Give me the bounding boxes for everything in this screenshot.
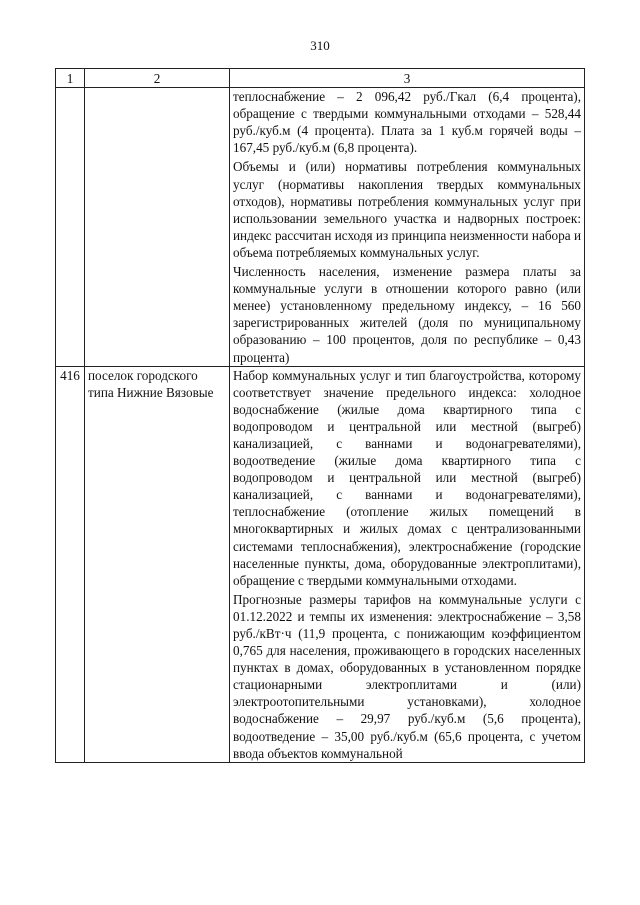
table-row — [56, 88, 585, 367]
tariff-table — [55, 68, 585, 763]
description-paragraph: Прогнозные размеры тарифов на коммунальные услуги с 01.12.2022 и темпы их изменения: электроснабжение – 3,58 руб./кВт·ч (11,9 процента, с понижающим коэффициентом 0,765 для населения, проживающего в городских населенных пунктах в домах, оборудованных в установленном порядке стационарными электроплитами и (или) электроотопительными установками), холодное водоснабжение – 29,97 руб./куб.м (5,6 процента), водоотведение – 35,00 руб./куб.м (65,6 процента, с учетом ввода объектов коммунальной — [233, 591, 581, 761]
description-paragraph: Набор коммунальных услуг и тип благоустройства, которому соответствует значение предельного индекса: холодное водоснабжение (жилые дома квартирного типа с водопроводом и центральной или местной (выгреб) канализацией, с ваннами и водонагревателями), водоотведение (жилые дома квартирного типа с водопроводом и центральной или местной (выгреб) канализацией, с ваннами и водонагревателями), теплоснабжение (отопление жилых помещений в многоквартирных и жилых домах с централизованными системами теплоснабжения), электроснабжение (городские населенные пункты, дома, оборудованные электроплитами), обращение с твердыми коммунальными отходами. — [233, 367, 581, 588]
page-number: 310 — [310, 38, 330, 53]
row-description — [230, 88, 585, 367]
table-header-row — [56, 69, 585, 88]
row-number — [56, 88, 85, 367]
header-col-1: 1 — [56, 69, 85, 88]
description-paragraph: теплоснабжение – 2 096,42 руб./Гкал (6,4 процента), обращение с твердыми коммунальными отходами – 528,44 руб./куб.м (4 процента). Плата за 1 куб.м горячей воды – 167,45 руб./куб.м (6,8 процента). — [233, 89, 581, 156]
row-place — [85, 88, 230, 367]
description-paragraph: Объемы и (или) нормативы потребления коммунальных услуг (нормативы накопления твердых коммунальных отходов), нормативы потребления коммунальных услуг при использовании земельного участка и надворных построек: индекс рассчитан исходя из принципа неизменности набора и объема потребляемых коммунальных услуг. — [233, 159, 581, 260]
header-col-3: 3 — [230, 69, 585, 88]
description-paragraph: Численность населения, изменение размера платы за коммунальные услуги в отношении которого равно (или менее) установленному предельному индексу, – 16 560 зарегистрированных жителей (доля по муниципальному образованию – 100 процентов, доля по республике – 0,43 процента) — [233, 264, 581, 365]
row-place: поселок городского типа Нижние Вязовые — [85, 366, 230, 762]
header-col-2: 2 — [85, 69, 230, 88]
row-description — [230, 366, 585, 762]
table-row — [56, 366, 585, 762]
row-number: 416 — [56, 366, 85, 762]
